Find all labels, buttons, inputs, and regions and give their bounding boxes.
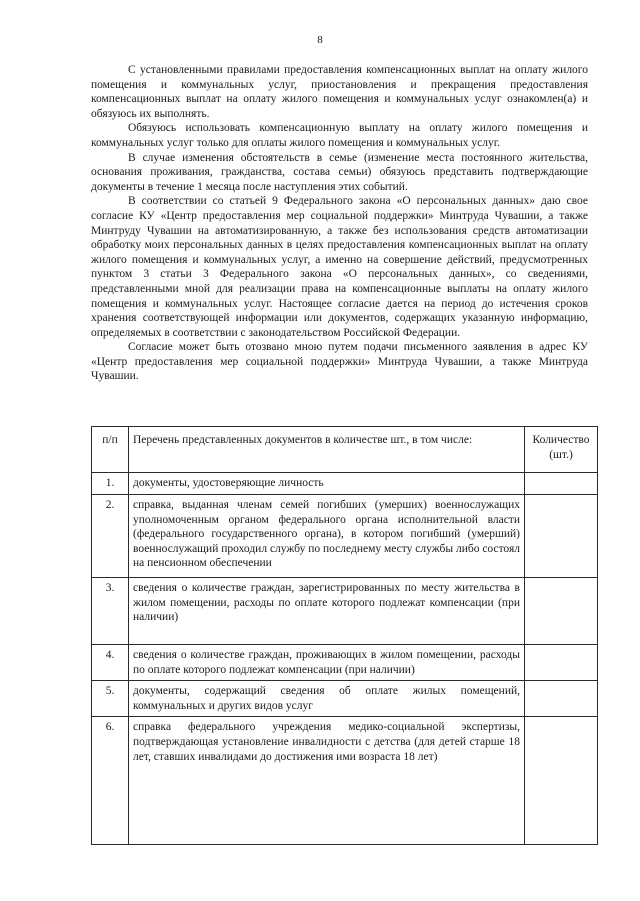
table-row [92,717,598,845]
row-desc: документы, удостоверяющие личность [129,473,525,495]
paragraph-changes: В случае изменения обстоятельств в семье (изменение места постоянного жительства, основания проживания, гражданства, состава семьи) обязуюсь представить подтверждающие документы в течение 1 месяца после наступления этих событий. [91,151,588,193]
row-qty [525,645,598,681]
table-row [92,495,598,578]
paragraph-withdrawal: Согласие может быть отозвано мною путем подачи письменного заявления в адрес КУ «Центр предоставления мер социальной поддержки» Минтруда Чувашии, а также Минтруда Чувашии. [91,341,588,383]
header-num: п/п [92,427,129,473]
paragraph-rules: С установленными правилами предоставления компенсационных выплат на оплату жилого помещения и коммунальных услуг, приостановления и прекращения предоставления компенсационных выплат на оплату жилого помещения и коммунальных услуг ознакомлен(а) и обязуюсь их выполнять. [91,64,588,120]
paragraph-obligation: Обязуюсь использовать компенсационную выплату на оплату жилого помещения и коммунальных услуг только для оплаты жилого помещения и коммунальных услуг. [91,122,588,149]
row-num: 4. [92,645,129,681]
row-desc: справка, выданная членам семей погибших (умерших) военнослужащих уполномоченным органом федерального органа исполнительной власти (федерального государственного органа), в котором погибший (умерший) военнослужащий проходил службу по последнему месту службы либо состоял на пенсионном обеспечении [129,495,525,578]
header-qty: Количество (шт.) [525,427,598,473]
row-num: 6. [92,717,129,845]
row-num: 3. [92,578,129,645]
table-row [92,473,598,495]
documents-table [91,426,598,845]
row-desc: сведения о количестве граждан, зарегистрированных по месту жительства в жилом помещении, расходы по оплате которого подлежат компенсации (при наличии) [129,578,525,645]
table-header-row [92,427,598,473]
page-number: 8 [317,34,323,46]
row-qty [525,681,598,717]
row-num: 1. [92,473,129,495]
row-qty [525,717,598,845]
row-num: 2. [92,495,129,578]
row-qty [525,578,598,645]
row-qty [525,473,598,495]
row-desc: справка федерального учреждения медико-социальной экспертизы, подтверждающая установление инвалидности с детства (для детей старше 18 лет, ставших инвалидами до достижения ими возраста 18 лет) [129,717,525,845]
row-num: 5. [92,681,129,717]
row-desc: документы, содержащий сведения об оплате жилых помещений, коммунальных и других видов услуг [129,681,525,717]
table-row [92,681,598,717]
header-desc: Перечень представленных документов в количестве шт., в том числе: [129,427,525,473]
table-row [92,645,598,681]
table-row [92,578,598,645]
row-qty [525,495,598,578]
paragraph-consent: В соответствии со статьей 9 Федерального закона «О персональных данных» даю свое согласие КУ «Центр предоставления мер социальной поддержки» Минтруда Чувашии, а также Минтруду Чувашии на автоматизированную, а также без использования средств автоматизации обработку моих персональных данных в целях предоставления компенсационных выплат на оплату жилого помещения и коммунальных услуг, а именно на совершение действий, предусмотренных пунктом 3 статьи 3 Федерального закона «О персональных данных», со сведениями, представленными мной для реализации права на компенсационные выплаты на оплату жилого помещения и коммунальных услуг. Настоящее согласие дается на период до истечения сроков хранения соответствующей информации или документов, содержащих указанную информацию, определяемых в соответствии с законодательством Российской Федерации. [91,195,588,339]
body-text [91,63,588,384]
row-desc: сведения о количестве граждан, проживающих в жилом помещении, расходы по оплате которого подлежат компенсации (при наличии) [129,645,525,681]
